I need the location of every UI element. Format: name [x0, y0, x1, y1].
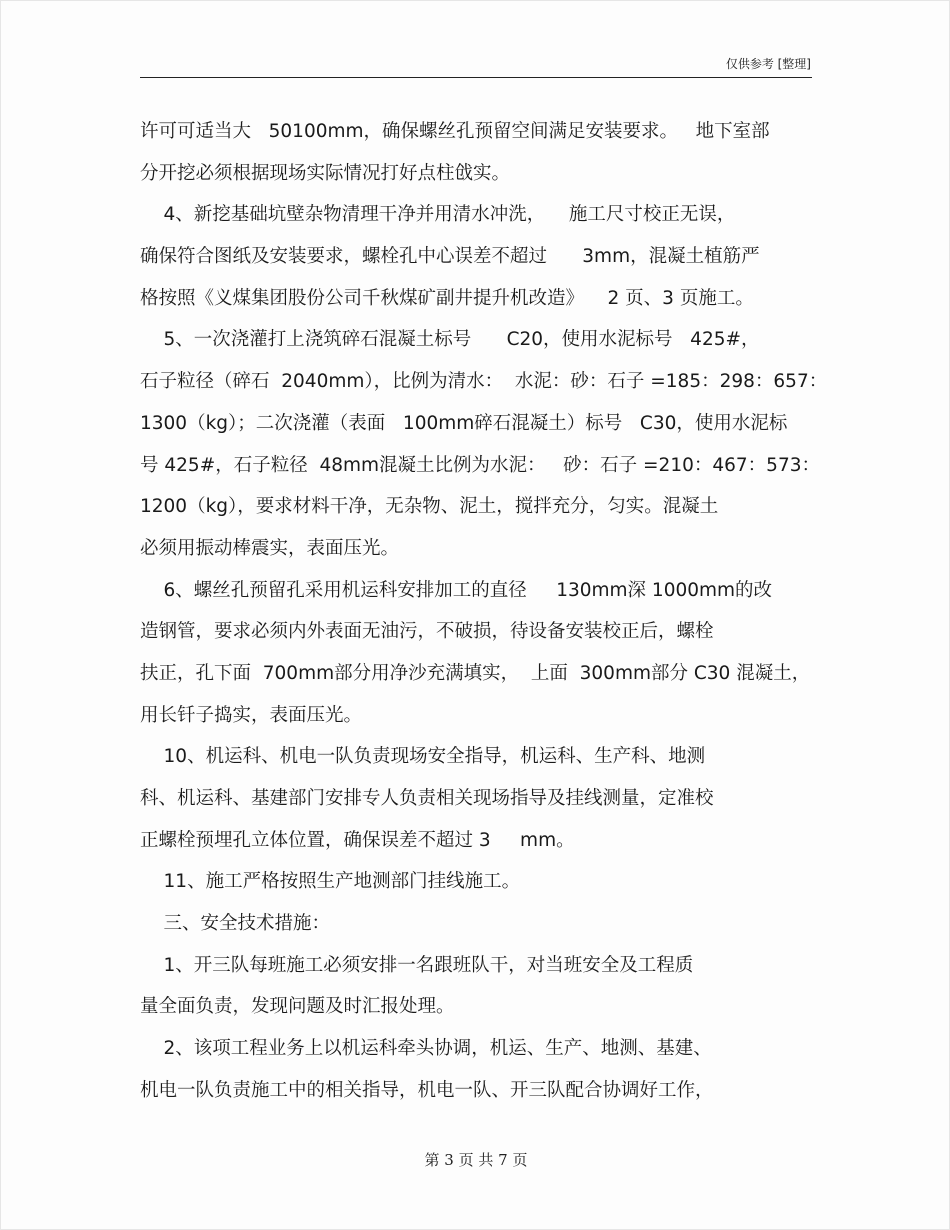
text-line: 正螺栓预埋孔立体位置，确保误差不超过 3 mm。	[140, 829, 575, 851]
text-line: 机电一队负责施工中的相关指导，机电一队、开三队配合协调好工作，	[140, 1079, 714, 1101]
text-line: 6、螺丝孔预留孔采用机运科安排加工的直径 130mm深 1000mm的改	[140, 579, 773, 601]
text-line: 石子粒径（碎石 2040mm），比例为清水： 水泥：砂：石子 =185：298：657：	[140, 371, 828, 393]
text-line: 量全面负责，发现问题及时汇报处理。	[140, 996, 455, 1018]
document-body	[140, 111, 828, 1112]
header-label: 仅供参考 [整理]	[725, 57, 811, 71]
text-line: 10、机运科、机电一队负责现场安全指导，机运科、生产科、地测	[140, 746, 706, 768]
text-line: 必须用振动棒震实，表面压光。	[140, 537, 400, 559]
paragraph	[140, 861, 820, 903]
text-line: 1200（kg），要求材料干净，无杂物、泥土，搅拌充分，匀实。混凝土	[140, 496, 719, 518]
paragraph	[140, 194, 820, 319]
text-line: 4、新挖基础坑壁杂物清理干净并用清水冲洗， 施工尺寸校正无误，	[140, 204, 736, 226]
text-line: 用长钎子捣实，表面压光。	[140, 704, 363, 726]
text-line: 号 425#，石子粒径 48mm混凝土比例为水泥： 砂：石子 =210：467：573：	[140, 454, 820, 476]
paragraph	[140, 319, 828, 569]
paragraph	[140, 570, 820, 737]
text-line: 分开挖必须根据现场实际情况打好点柱戗实。	[140, 162, 511, 184]
paragraph	[140, 111, 820, 194]
text-line: 1300（kg）；二次浇灌（表面 100mm碎石混凝土）标号 C30，使用水泥标	[140, 412, 788, 434]
paragraph	[140, 1028, 820, 1111]
paragraph	[140, 903, 820, 945]
paragraph	[140, 736, 820, 861]
text-line: 2、该项工程业务上以机运科牵头协调，机运、生产、地测、基建、	[140, 1038, 712, 1060]
header-rule	[140, 77, 812, 78]
paragraph	[140, 945, 820, 1028]
text-line: 11、施工严格按照生产地测部门挂线施工。	[140, 871, 521, 893]
text-line: 三、安全技术措施：	[140, 913, 331, 935]
text-line: 5、一次浇灌打上浇筑碎石混凝土标号 C20，使用水泥标号 425#，	[140, 329, 760, 351]
text-line: 1、开三队每班施工必须安排一名跟班队干，对当班安全及工程质	[140, 954, 694, 976]
page-footer: 第 3 页 共 7 页	[424, 1151, 528, 1169]
text-line: 格按照《义煤集团股份公司千秋煤矿副井提升机改造》 2 页、3 页施工。	[140, 287, 754, 309]
text-line: 许可可适当大 50100mm，确保螺丝孔预留空间满足安装要求。 地下室部	[140, 121, 770, 142]
text-line: 科、机运科、基建部门安排专人负责相关现场指导及挂线测量，定准校	[140, 788, 714, 809]
text-line: 确保符合图纸及安装要求，螺栓孔中心误差不超过 3mm，混凝土植筋严	[140, 246, 760, 268]
text-line: 扶正，孔下面 700mm部分用净沙充满填实， 上面 300mm部分 C30 混凝土，	[140, 662, 811, 684]
text-line: 造钢管，要求必须内外表面无油污，不破损，待设备安装校正后，螺栓	[140, 621, 714, 643]
